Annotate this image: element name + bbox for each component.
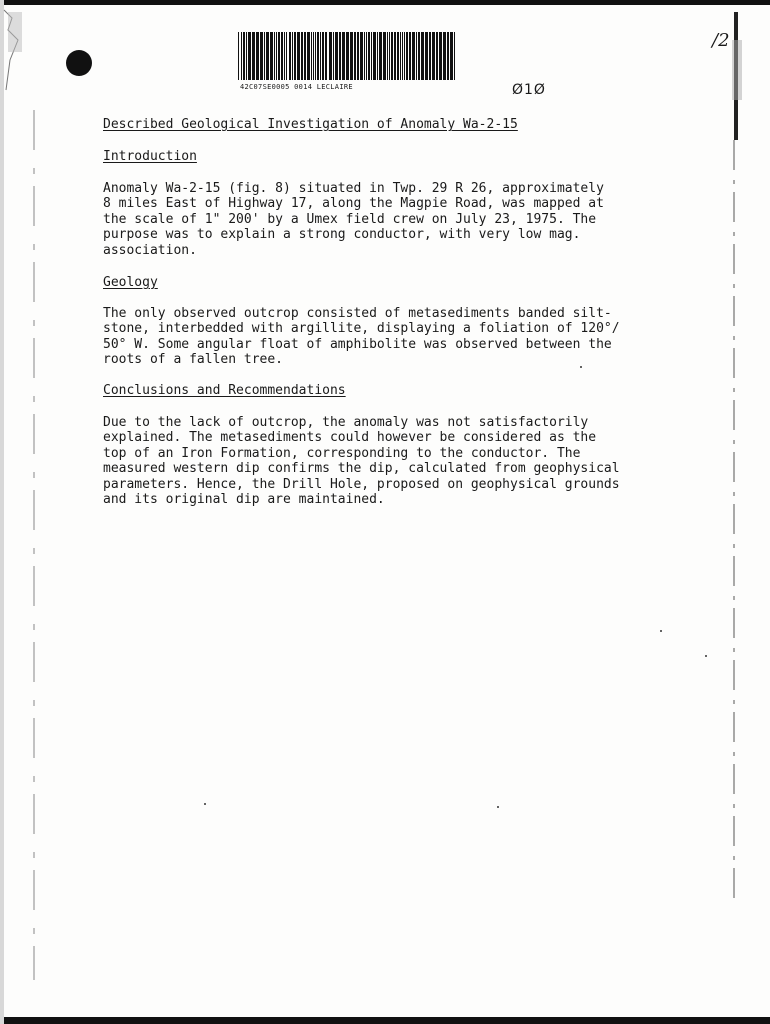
text-line: parameters. Hence, the Drill Hole, proposed on geophysical grounds xyxy=(103,476,620,492)
text-line: Anomaly Wa-2-15 (fig. 8) situated in Twp. 29 R 26, approximately xyxy=(103,181,604,196)
text-line: stone, interbedded with argillite, displaying a foliation of 120°/ xyxy=(103,321,620,337)
text-line: 50° W. Some angular float of amphibolite was observed between the xyxy=(103,336,612,352)
scan-border-bottom xyxy=(0,1017,770,1024)
section-heading-introduction: Introduction xyxy=(103,149,197,164)
text-line: association. xyxy=(103,242,197,258)
text-line: roots of a fallen tree. xyxy=(103,352,284,368)
section-body-introduction xyxy=(103,181,733,258)
scan-speck xyxy=(660,630,662,632)
page-number: Ø1Ø xyxy=(512,82,546,98)
scan-speck xyxy=(705,655,707,657)
text-line: Due to the lack of outcrop, the anomaly was not satisfactorily xyxy=(103,415,589,430)
corner-page-mark: /2 xyxy=(712,30,730,51)
punch-hole xyxy=(66,50,92,76)
barcode xyxy=(238,32,458,80)
scan-speck xyxy=(204,803,206,805)
text-line: The only observed outcrop consisted of metasediments banded silt- xyxy=(103,306,612,321)
section-heading-conclusions: Conclusions and Recommendations xyxy=(103,383,346,398)
document-title: Described Geological Investigation of Anomaly Wa-2-15 xyxy=(103,117,518,132)
text-line: and its original dip are maintained. xyxy=(103,492,385,508)
scan-speck xyxy=(580,366,582,368)
barcode-caption: 42C07SE0005 0014 LECLAIRE xyxy=(240,83,353,91)
text-line: top of an Iron Formation, corresponding to the conductor. The xyxy=(103,445,581,461)
text-line: 8 miles East of Highway 17, along the Magpie Road, was mapped at xyxy=(103,196,604,212)
text-line: measured western dip confirms the dip, calculated from geophysical xyxy=(103,461,620,477)
text-line: explained. The metasediments could however be considered as the xyxy=(103,430,597,446)
scan-border-top xyxy=(0,0,770,5)
scan-edge-right xyxy=(730,0,770,1024)
section-body-geology xyxy=(103,306,733,368)
scan-edge-left xyxy=(0,0,40,1024)
text-line: the scale of 1" 200' by a Umex field crew on July 23, 1975. The xyxy=(103,211,597,227)
scan-speck xyxy=(497,806,499,808)
text-line: purpose was to explain a strong conductor, with very low mag. xyxy=(103,227,581,243)
section-body-conclusions xyxy=(103,415,733,507)
section-heading-geology: Geology xyxy=(103,275,158,290)
